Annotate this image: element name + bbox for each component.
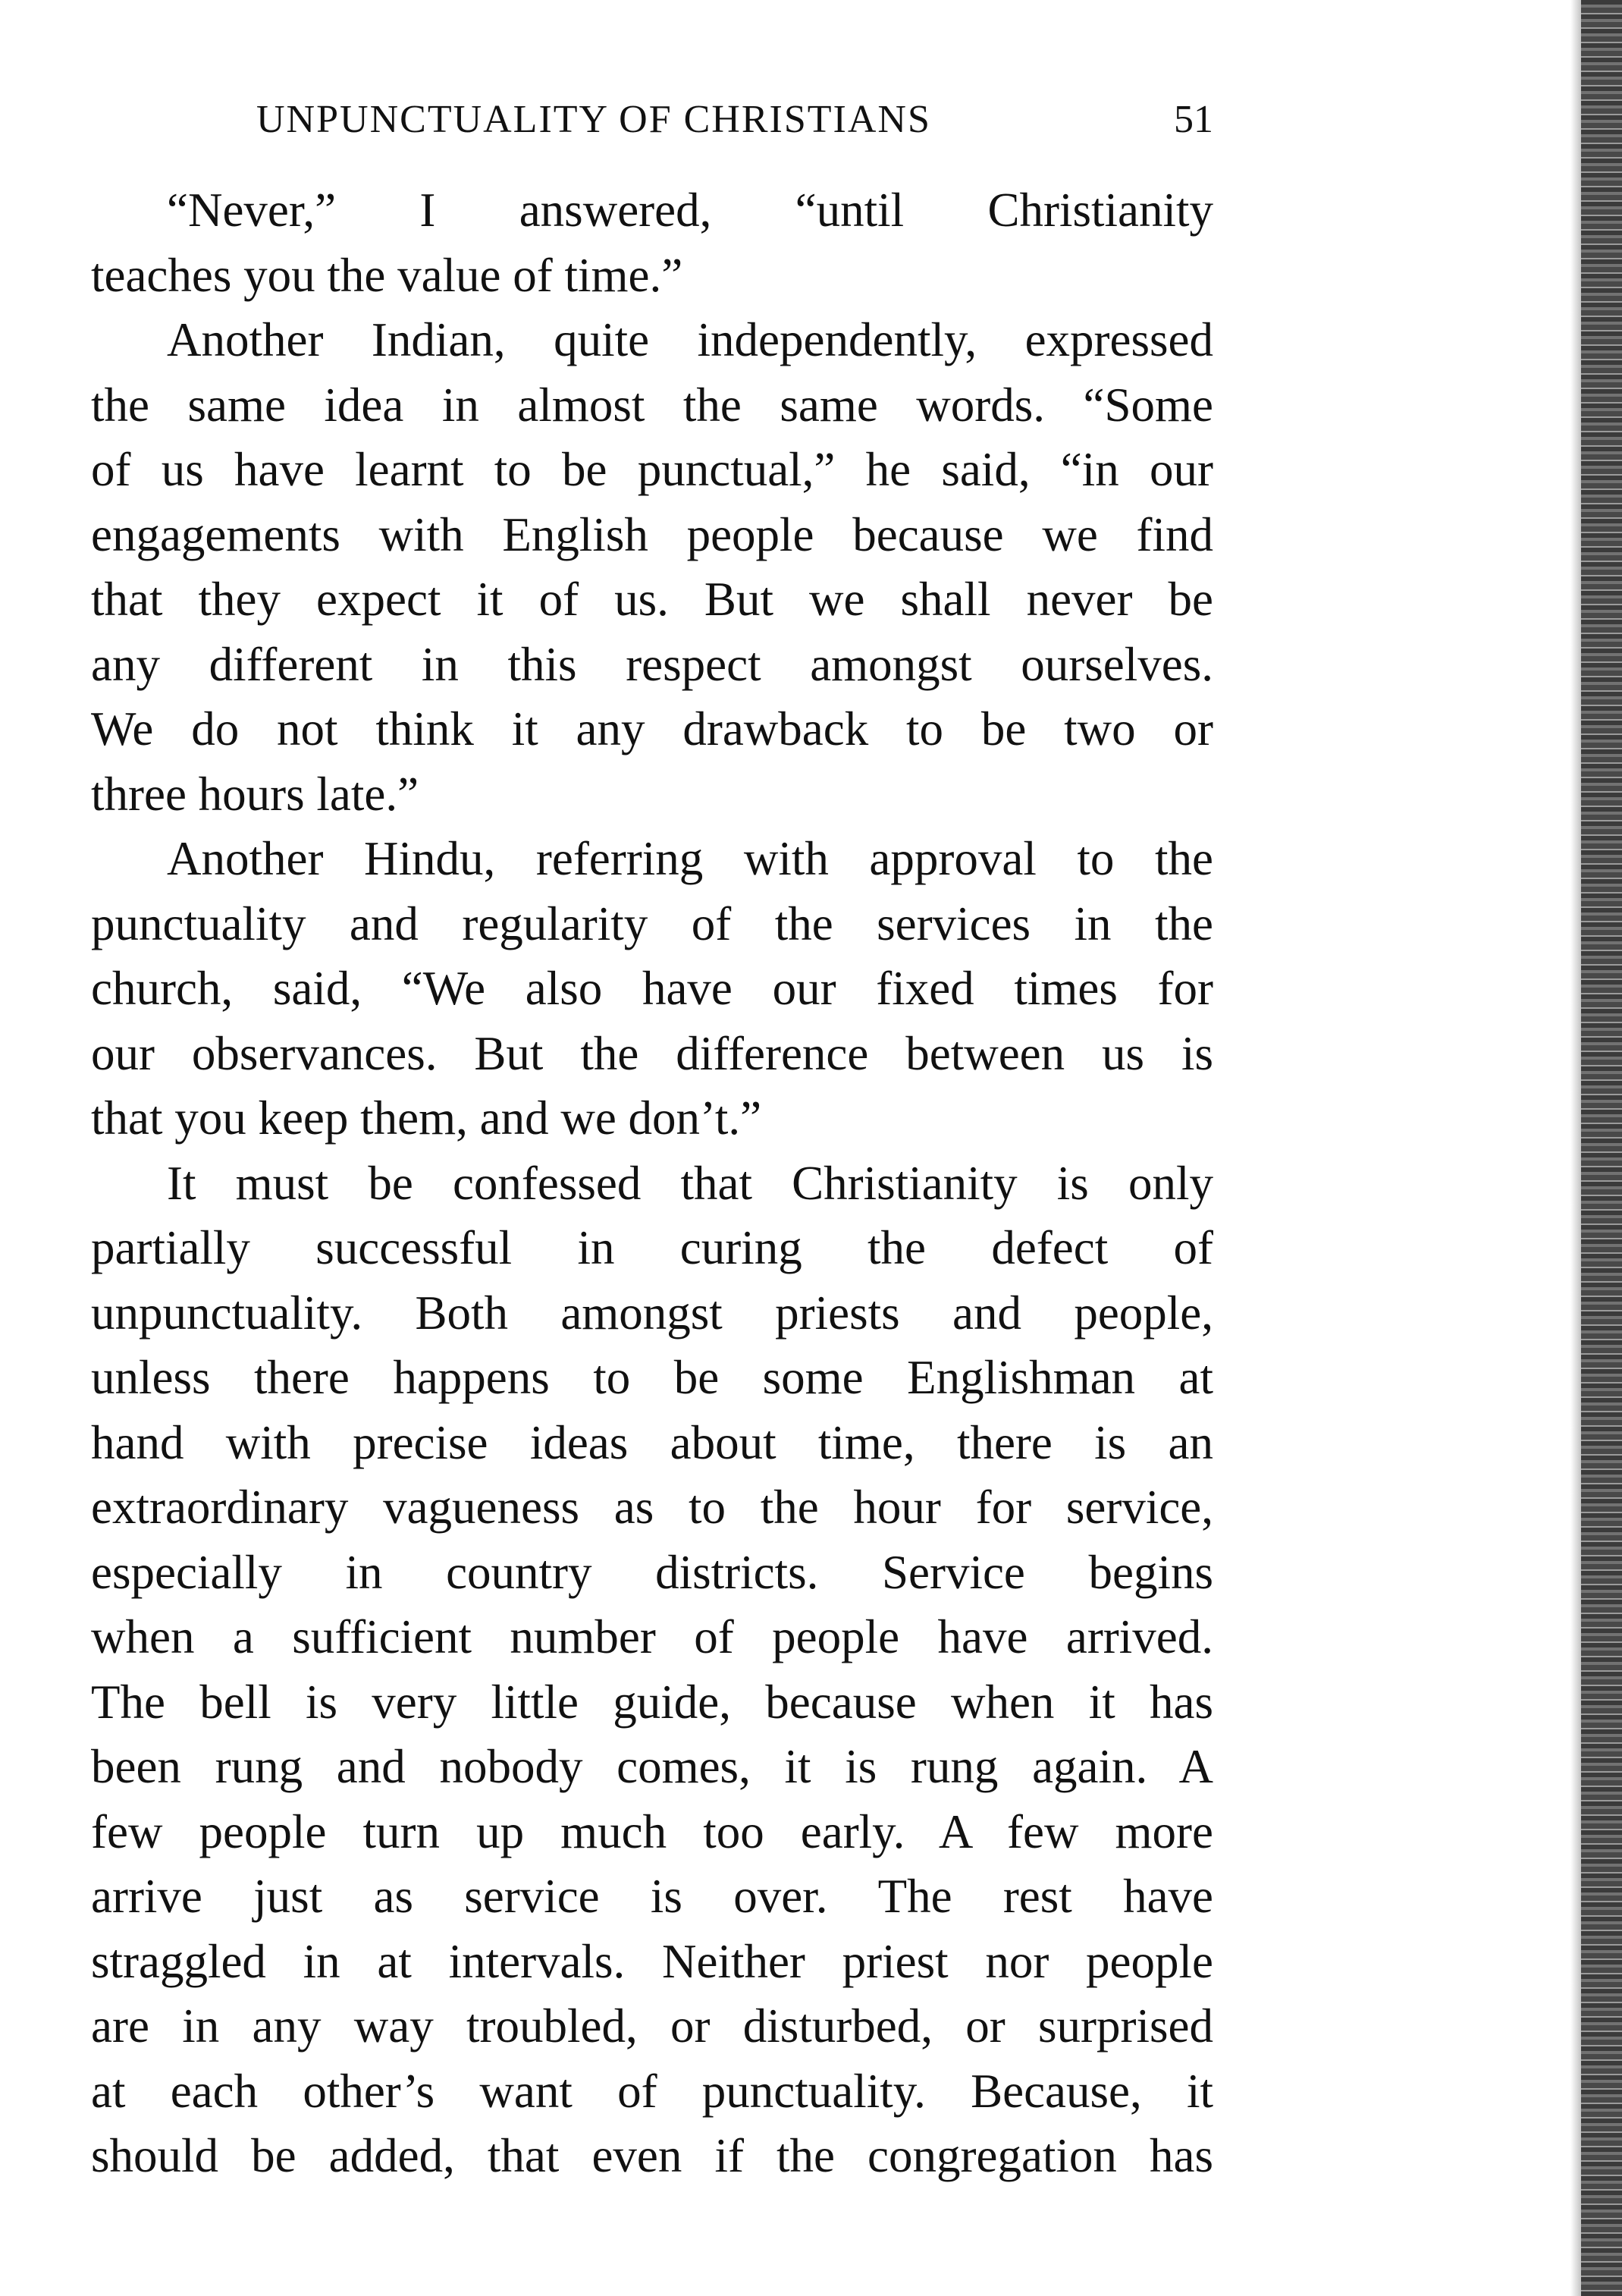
text-line: The bell is very little guide, because when it has [91, 1675, 1213, 1729]
text-line: our observances. But the difference between us is [91, 1026, 1213, 1080]
text-line: unless there happens to be some Englishman at [91, 1351, 1213, 1404]
text-line: straggled in at intervals. Neither priest nor people [91, 1934, 1213, 1988]
body-text [91, 178, 1213, 2189]
page-binding-edge [1581, 0, 1622, 2296]
text-line: It must be confessed that Christianity is only [167, 1156, 1213, 1210]
page-number: 51 [1174, 98, 1213, 141]
text-line: church, said, “We also have our fixed times for [91, 962, 1213, 1015]
text-line: Another Hindu, referring with approval to the [167, 832, 1213, 885]
text-line: teaches you the value of time.” [91, 248, 683, 302]
running-head [91, 97, 1213, 150]
text-line: few people turn up much too early. A few more [91, 1804, 1213, 1858]
text-line: should be added, that even if the congregation has [91, 2129, 1213, 2182]
text-line: especially in country districts. Service begins [91, 1545, 1213, 1599]
text-line: engagements with English people because we find [91, 507, 1213, 561]
text-line: been rung and nobody comes, it is rung again. A [91, 1740, 1213, 1793]
text-line: of us have learnt to be punctual,” he said, “in our [91, 443, 1213, 496]
text-line: any different in this respect amongst ourselves. [91, 637, 1213, 691]
text-line: punctuality and regularity of the services in the [91, 897, 1213, 950]
text-line: three hours late.” [91, 767, 419, 821]
text-line: that you keep them, and we don’t.” [91, 1091, 762, 1145]
text-line: at each other’s want of punctuality. Because, it [91, 2064, 1213, 2118]
text-line: hand with precise ideas about time, there is an [91, 1415, 1213, 1469]
text-line: Another Indian, quite independently, expressed [167, 313, 1213, 366]
text-line: We do not think it any drawback to be two or [91, 702, 1213, 755]
text-line: extraordinary vagueness as to the hour for service, [91, 1481, 1213, 1534]
running-title: UNPUNCTUALITY OF CHRISTIANS [256, 98, 931, 141]
text-line: are in any way troubled, or disturbed, or surprised [91, 1999, 1213, 2053]
text-line: partially successful in curing the defect of [91, 1221, 1213, 1274]
text-line: when a sufficient number of people have arrived. [91, 1610, 1213, 1663]
text-line: the same idea in almost the same words. “Some [91, 378, 1213, 432]
text-line: “Never,” I answered, “until Christianity [167, 184, 1213, 237]
text-line: arrive just as service is over. The rest have [91, 1870, 1213, 1923]
text-line: unpunctuality. Both amongst priests and people, [91, 1286, 1213, 1340]
text-line: that they expect it of us. But we shall never be [91, 573, 1213, 626]
